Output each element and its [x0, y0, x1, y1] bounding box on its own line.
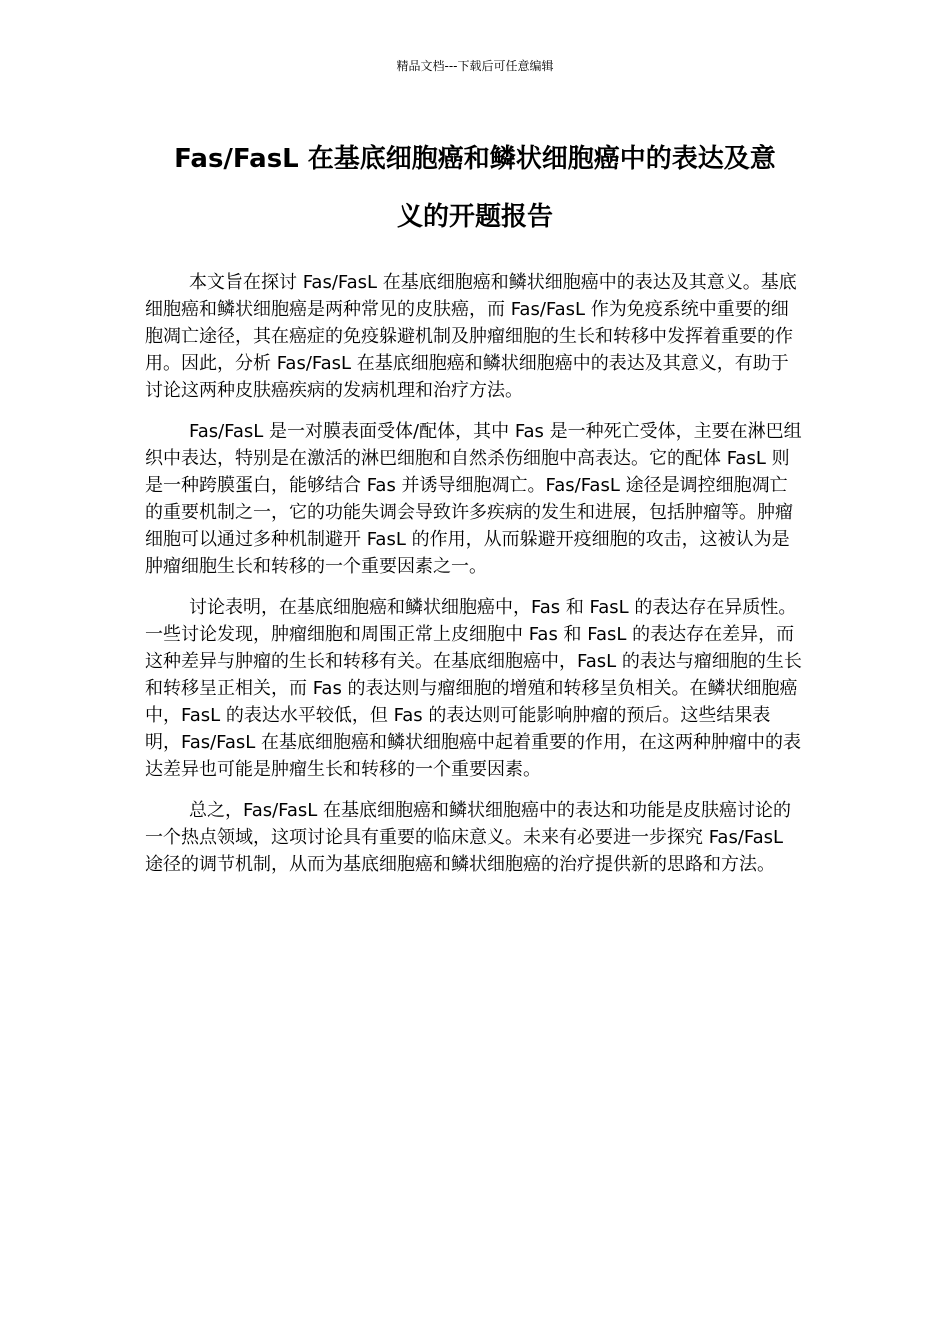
document-body — [145, 269, 805, 892]
paragraph-4: 总之，Fas/FasL 在基底细胞癌和鳞状细胞癌中的表达和功能是皮肤癌讨论的一个热点领域，这项讨论具有重要的临床意义。未来有必要进一步探究 Fas/FasL 途径的调节机制，从而为基底细胞癌和鳞状细胞癌的治疗提供新的思路和方法。 — [145, 800, 792, 875]
title-line-2: 义的开题报告 — [396, 202, 553, 232]
page-header: 精品文档---下载后可任意编辑 — [396, 59, 554, 73]
paragraph-3: 讨论表明，在基底细胞癌和鳞状细胞癌中，Fas 和 FasL 的表达存在异质性。一些讨论发现，肿瘤细胞和周围正常上皮细胞中 Fas 和 FasL 的表达存在差异，而这种差异与肿瘤的生长和转移有关。在基底细胞癌中，FasL 的表达与瘤细胞的生长和转移呈正相关，而 Fas 的表达则与瘤细胞的增殖和转移呈负相关。在鳞状细胞癌中，FasL 的表达水平较低，但 Fas 的表达则可能影响肿瘤的预后。这些结果表明，Fas/FasL 在基底细胞癌和鳞状细胞癌中起着重要的作用，在这两种肿瘤中的表达差异也可能是肿瘤生长和转移的一个重要因素。 — [145, 597, 802, 780]
paragraph-1: 本文旨在探讨 Fas/FasL 在基底细胞癌和鳞状细胞癌中的表达及其意义。基底细胞癌和鳞状细胞癌是两种常见的皮肤癌，而 Fas/FasL 作为免疫系统中重要的细胞凋亡途径，其在癌症的免疫躲避机制及肿瘤细胞的生长和转移中发挥着重要的作用。因此，分析 Fas/FasL 在基底细胞癌和鳞状细胞癌中的表达及其意义，有助于讨论这两种皮肤癌疾病的发病机理和治疗方法。 — [145, 272, 797, 401]
title-line-1: Fas/FasL 在基底细胞癌和鳞状细胞癌中的表达及意 — [174, 144, 776, 174]
paragraph-2: Fas/FasL 是一对膜表面受体/配体，其中 Fas 是一种死亡受体，主要在淋巴组织中表达，特别是在激活的淋巴细胞和自然杀伤细胞中高表达。它的配体 FasL 则是一种跨膜蛋白，能够结合 Fas 并诱导细胞凋亡。Fas/FasL 途径是调控细胞凋亡的重要机制之一，它的功能失调会导致许多疾病的发生和进展，包括肿瘤等。肿瘤细胞可以通过多种机制避开 FasL 的作用，从而躲避开疫细胞的攻击，这被认为是肿瘤细胞生长和转移的一个重要因素之一。 — [145, 421, 802, 577]
document-title — [145, 130, 805, 246]
